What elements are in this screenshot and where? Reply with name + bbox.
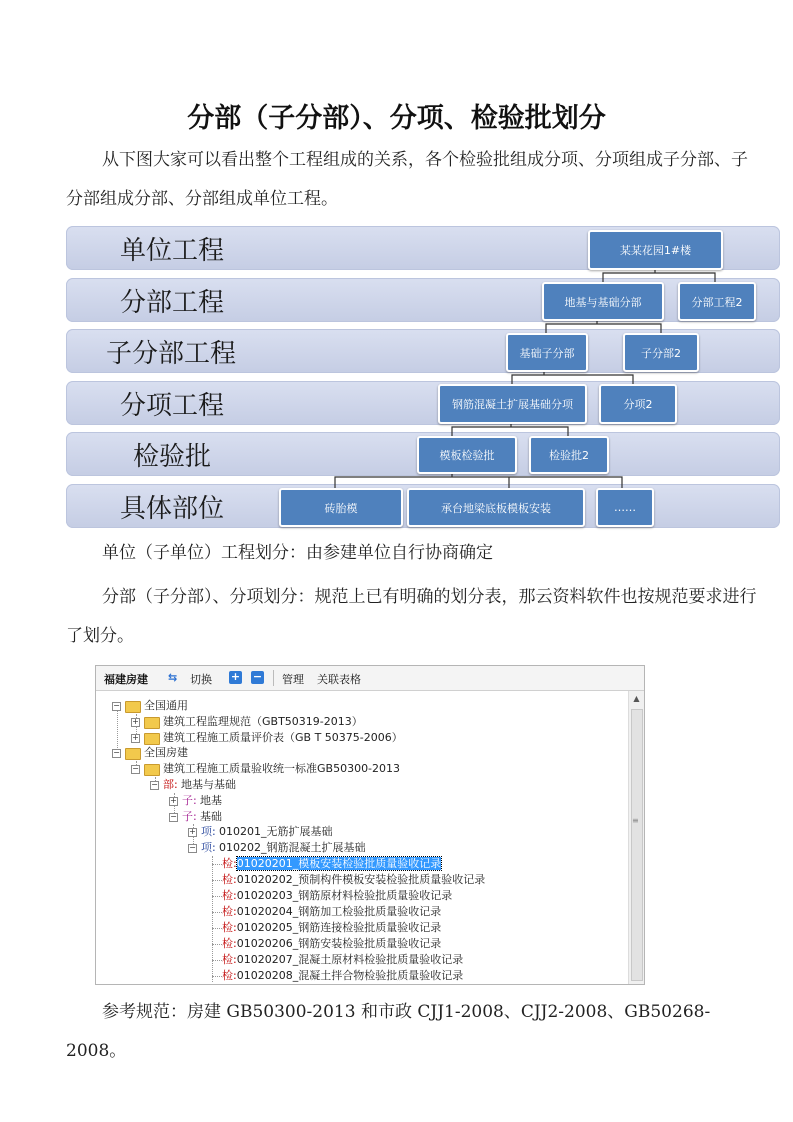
collapse-all-button[interactable]: − <box>252 670 263 683</box>
toolbar-divider <box>273 670 274 686</box>
division-paragraph: 分部（子分部）、分项划分：规范上已有明确的划分表，那云资料软件也按规范要求进行了划分。 <box>66 587 757 646</box>
standards-tree-panel: 福建房建 ⇆ 切换 + − 管理 关联表格 − 全国通用 + 建筑工程监理规范（GBT50319-2013） + 建筑工程施工质量评价表（GB T 50375-2006） − 全国房建 − 建筑工程施工质量验收统一标准GB50300-2013 − 部: 地基与基础 + 子: 地基 − 子: 基础 + 项: 010201_无筋扩展基础 − 项: 010202_钢筋混凝土扩展基础 检:01020201_模板安装检验批质量验收记录 检:01020202_预制构件模板安装检验批质量验收记录 检:01020203_钢筋原材料检验批质量验收记录 检:01020204_钢筋加工检验批质量验收记录 检:01020205_钢筋连接检验批质量验收记录 检:01020206_钢筋安装检验批质量验收记录 检:01020207_混凝土原材料检验批质量验收记录 检:01020208_混凝土拌合物检验批质量验收记录 ▲ ≡ <box>95 665 645 985</box>
tree-guide <box>212 864 222 865</box>
switch-icon[interactable]: ⇆ <box>168 671 178 684</box>
level-label-lot: 检验批 <box>133 442 212 472</box>
unit-paragraph: 单位（子单位）工程划分：由参建单位自行协商确定 <box>102 543 493 563</box>
scroll-up-icon[interactable]: ▲ <box>633 694 640 703</box>
tree-node-lot-01020208[interactable]: 检:01020208_混凝土拌合物检验批质量验收记录 <box>222 969 464 982</box>
tree-node-lot-01020203[interactable]: 检:01020203_钢筋原材料检验批质量验收记录 <box>222 889 453 902</box>
tree-node-lot-01020206[interactable]: 检:01020206_钢筋安装检验批质量验收记录 <box>222 937 442 950</box>
related-tables-button[interactable]: 关联表格 <box>317 673 361 686</box>
tree-guide <box>212 896 222 897</box>
tree-guide <box>212 912 222 913</box>
level-label-subdivision: 子分部工程 <box>106 339 237 369</box>
tree-toolbar <box>96 666 644 691</box>
scroll-thumb[interactable] <box>631 709 643 981</box>
tree-node-lot-01020207[interactable]: 检:01020207_混凝土原材料检验批质量验收记录 <box>222 953 464 966</box>
tree-guide <box>212 928 222 929</box>
tree-node-lot-01020201[interactable]: 检:01020201_模板安装检验批质量验收记录 <box>222 857 442 870</box>
level-label-item: 分项工程 <box>120 391 225 421</box>
intro-paragraph: 从下图大家可以看出整个工程组成的关系，各个检验批组成分项、分项组成子分部、子分部组成分部、分部组成单位工程。 <box>66 150 748 209</box>
selected-lot-label: 01020201_模板安装检验批质量验收记录 <box>236 857 442 870</box>
tree-guide <box>212 976 222 977</box>
hierarchy-diagram <box>66 226 780 528</box>
grip-icon: ≡ <box>632 816 639 825</box>
level-label-division: 分部工程 <box>120 288 225 318</box>
node-item-2: 分项2 <box>599 384 677 424</box>
tree-node-lot-01020205[interactable]: 检:01020205_钢筋连接检验批质量验收记录 <box>222 921 442 934</box>
level-label-location: 具体部位 <box>120 494 225 524</box>
node-subdivision-1: 基础子分部 <box>506 333 588 372</box>
region-title: 福建房建 <box>104 673 148 686</box>
tree-guide <box>212 856 213 982</box>
tree-guide <box>117 706 118 754</box>
node-location-3: …… <box>596 488 654 527</box>
tree-node-lot-01020202[interactable]: 检:01020202_预制构件模板安装检验批质量验收记录 <box>222 873 486 886</box>
switch-button[interactable]: 切换 <box>190 673 212 686</box>
connector-lines <box>66 226 780 528</box>
node-lot-1: 模板检验批 <box>417 436 517 474</box>
expand-all-button[interactable]: + <box>230 670 241 683</box>
node-subdivision-2: 子分部2 <box>623 333 699 372</box>
node-location-2: 承台地梁底板模板安装 <box>407 488 585 527</box>
tree-guide <box>212 880 222 881</box>
tree-node-lot-01020204[interactable]: 检:01020204_钢筋加工检验批质量验收记录 <box>222 905 442 918</box>
page-title: 分部（子分部）、分项、检验批划分 <box>187 103 606 134</box>
manage-button[interactable]: 管理 <box>282 673 304 686</box>
reference-paragraph: 参考规范：房建 GB50300-2013 和市政 CJJ1-2008、CJJ2-2008、GB50268-2008。 <box>66 1002 711 1061</box>
node-item-1: 钢筋混凝土扩展基础分项 <box>438 384 587 424</box>
node-root: 某某花园1#楼 <box>588 230 723 270</box>
tree-guide <box>212 944 222 945</box>
tree-guide <box>212 960 222 961</box>
node-location-1: 砖胎模 <box>279 488 403 527</box>
tree-scrollbar[interactable] <box>628 691 644 984</box>
level-label-unit: 单位工程 <box>120 236 225 266</box>
node-division-2: 分部工程2 <box>678 282 756 321</box>
node-division-1: 地基与基础分部 <box>542 282 664 321</box>
node-lot-2: 检验批2 <box>529 436 609 474</box>
